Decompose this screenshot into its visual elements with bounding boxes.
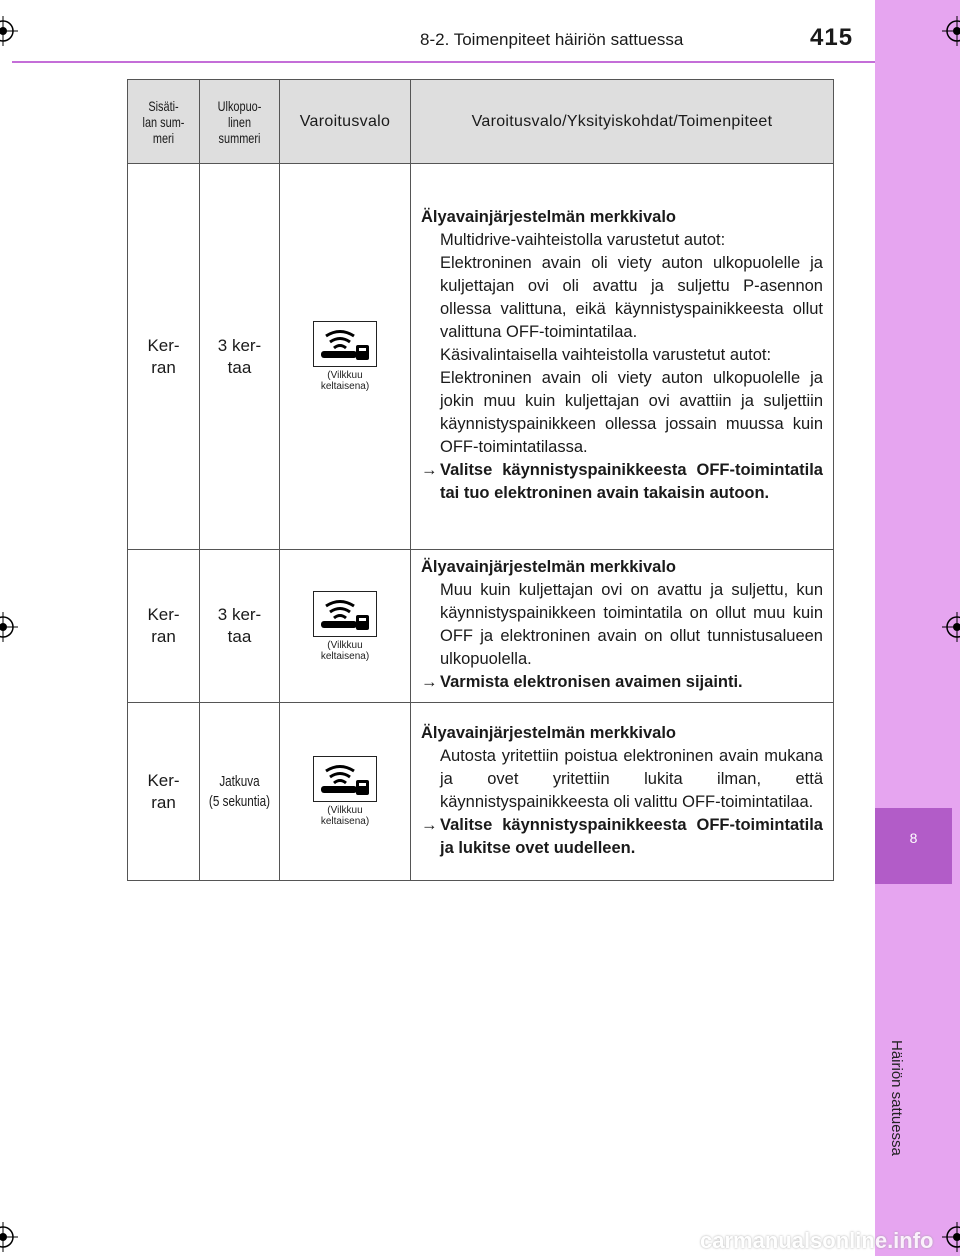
cell-line: taa	[227, 627, 252, 646]
registration-mark-icon	[942, 16, 960, 46]
smart-key-warning-icon	[313, 756, 377, 802]
action-text: Valitse käynnistyspainikkeesta OFF-toimintatila ja lukitse ovet uudelleen.	[440, 815, 823, 857]
chapter-number: 8	[909, 830, 918, 846]
cell-line: ran	[151, 357, 176, 377]
table-header-row	[128, 80, 834, 164]
arrow-icon: →	[421, 815, 438, 834]
table-row	[128, 550, 834, 703]
cell-line: taa	[227, 357, 252, 377]
table-row	[128, 164, 834, 550]
col-header-exterior-buzzer	[200, 80, 280, 164]
page-header	[0, 0, 875, 62]
header-line: summeri	[218, 129, 261, 146]
detail-title: Älyavainjärjestelmän merkkivalo	[421, 723, 676, 742]
arrow-icon: →	[421, 461, 438, 479]
cell-line: Jatkuva	[219, 772, 260, 790]
warning-light-cell	[280, 164, 411, 550]
detail-text: Elektroninen avain oli viety auton ulkopuolelle ja kuljettajan ovi oli avattu ja suljettu P-asennon ollessa valittuna, eikä käynnistyspainikkeesta ollut valittuna OFF-toimintatilaa.	[440, 254, 823, 341]
watermark: carmanualsonline.info	[700, 1228, 934, 1253]
col-header-interior-buzzer	[128, 80, 200, 164]
warning-light-cell	[280, 703, 411, 881]
caption-line: (Vilkkuu	[327, 805, 363, 816]
icon-caption	[321, 640, 369, 662]
registration-mark-icon	[0, 1222, 18, 1252]
header-line: Sisäti-	[148, 97, 179, 114]
cell-line: Ker-	[147, 770, 180, 790]
table-row	[128, 703, 834, 881]
detail-text: Autosta yritettiin poistua elektroninen avain mukana ja ovet yritettiin lukita ilman, että käynnistyspainikkeesta oli valittu OFF-toimintatilaa.	[440, 746, 823, 811]
registration-mark-icon	[0, 16, 18, 46]
detail-text: Käsivalintaisella vaihteistolla varustetut autot:	[440, 346, 772, 364]
smart-key-warning-icon	[313, 321, 377, 367]
section-title: 8-2. Toimenpiteet häiriön sattuessa	[420, 30, 684, 49]
registration-mark-icon	[942, 1222, 960, 1252]
detail-text: Elektroninen avain oli viety auton ulkopuolelle ja jokin muu kuin kuljettajan ovi avattiin ja suljettiin käynnistyspainikkeen ollessa jossain muussa kuin OFF-toimintatilassa.	[440, 369, 823, 456]
header-line: lan sum-	[142, 113, 185, 130]
interior-buzzer-cell	[128, 703, 200, 881]
detail-text: Multidrive-vaihteistolla varustetut autot:	[440, 231, 726, 249]
detail-text: Muu kuin kuljettajan ovi on avattu ja suljettu, kun käynnistyspainikkeen toimintatila on ollut muu kuin OFF ja elektroninen avain on ollut tunnistusalueen ulkopuolella.	[440, 581, 823, 668]
col-header-details: Varoitusvalo/Yksityiskohdat/Toimenpiteet	[411, 80, 834, 164]
smart-key-warning-icon	[313, 591, 377, 637]
caption-line: keltaisena)	[320, 381, 370, 392]
icon-caption	[321, 370, 369, 392]
chapter-label: Häiriön sattuessa	[888, 1040, 905, 1156]
caption-line: (Vilkkuu	[327, 370, 363, 381]
detail-title: Älyavainjärjestelmän merkkivalo	[421, 208, 676, 226]
cell-line: ran	[151, 627, 176, 646]
registration-mark-icon	[942, 612, 960, 642]
header-rule	[12, 61, 875, 63]
caption-line: keltaisena)	[320, 816, 370, 827]
cell-line: 3 ker-	[217, 605, 262, 624]
exterior-buzzer-cell	[200, 550, 280, 703]
col-header-warning-light: Varoitusvalo	[280, 80, 411, 164]
action-text: Valitse käynnistyspainikkeesta OFF-toimintatila tai tuo elektroninen avain takaisin autoon.	[440, 461, 823, 502]
warning-light-cell	[280, 550, 411, 703]
icon-caption	[321, 805, 369, 827]
registration-mark-icon	[0, 612, 18, 642]
header-line: Ulkopuo-	[217, 97, 262, 114]
caption-line: keltaisena)	[320, 650, 370, 662]
details-cell	[411, 703, 834, 881]
exterior-buzzer-cell	[200, 164, 280, 550]
cell-line: (5 sekuntia)	[208, 792, 271, 810]
detail-title: Älyavainjärjestelmän merkkivalo	[421, 558, 676, 576]
details-cell	[411, 550, 834, 703]
header-line: linen	[227, 113, 252, 130]
header-line: meri	[152, 129, 175, 146]
action-line	[421, 671, 823, 694]
cell-line: Ker-	[147, 605, 180, 624]
details-cell	[411, 164, 834, 550]
chapter-box	[875, 808, 952, 884]
action-line	[421, 459, 823, 505]
page-number: 415	[810, 24, 854, 51]
caption-line: (Vilkkuu	[327, 639, 363, 651]
warning-table	[127, 79, 834, 881]
cell-line: 3 ker-	[217, 335, 262, 355]
exterior-buzzer-cell	[200, 703, 280, 881]
action-line	[421, 814, 823, 860]
cell-line: Ker-	[147, 335, 180, 355]
interior-buzzer-cell	[128, 550, 200, 703]
interior-buzzer-cell	[128, 164, 200, 550]
action-text: Varmista elektronisen avaimen sijainti.	[440, 673, 743, 691]
cell-line: ran	[151, 792, 176, 812]
arrow-icon: →	[421, 673, 438, 691]
